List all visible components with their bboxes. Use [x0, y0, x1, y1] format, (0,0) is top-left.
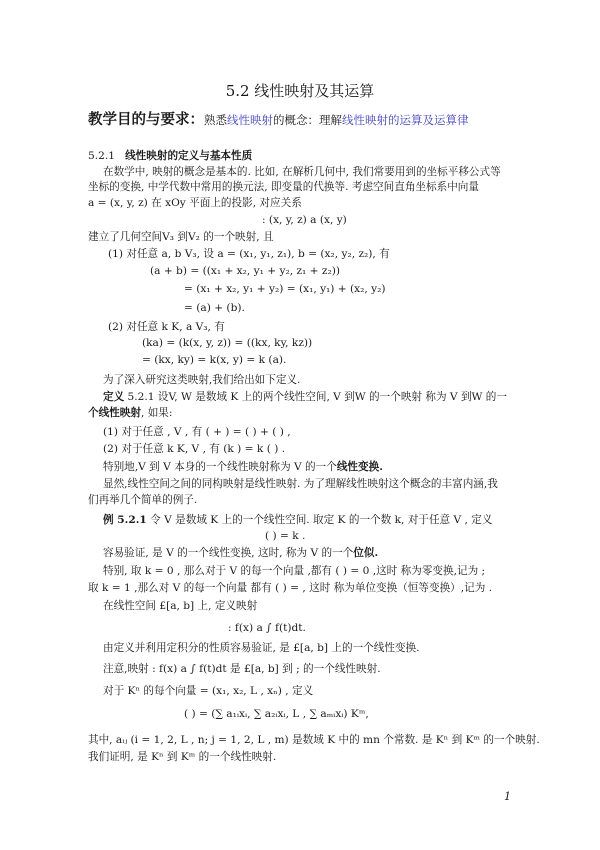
equation: = (kx, ky) = k(x, y) = k (a). — [142, 354, 287, 366]
paragraph-line: a = (x, y, z) 在 xOy 平面上的投影, 对应关系 — [88, 197, 302, 209]
paragraph-line: 对于 Kⁿ 的每个向量 = (x₁, x₂, L , xₙ) , 定义 — [103, 685, 314, 697]
paragraph-line: 建立了几何空间V₃ 到V₂ 的一个映射, 且 — [88, 231, 274, 243]
paragraph-line: 们再举几个简单的例子. — [88, 494, 198, 506]
link-linear-map-operations[interactable]: 线性映射的运算及运算律 — [342, 113, 469, 127]
paragraph-line: 特别, 取 k = 0 , 那么对于 V 的每一个向量 ,都有 ( ) = 0 ,这时 称为零变换,记为 ; — [103, 565, 486, 577]
link-linear-map[interactable]: 线性映射 — [227, 113, 273, 127]
paragraph-line: 取 k = 1 ,那么对 V 的每一个向量 都有 ( ) = , 这时 称为单位变换（恒等变换）,记为 . — [88, 582, 493, 594]
paragraph-line: 由定义并利用定积分的性质容易验证, 是 £[a, b] 上的一个线性变换. — [103, 642, 420, 654]
equation: = (a) + (b). — [184, 302, 245, 314]
equation: : (x, y, z) a (x, y) — [262, 214, 347, 226]
equation: = (x₁ + x₂, y₁ + y₂) = (x₁, y₁) + (x₂, y₂) — [184, 283, 386, 295]
objective-text-1: 熟悉 — [204, 113, 227, 127]
paragraph-line: 显然,线性空间之间的同构映射是线性映射. 为了理解线性映射这个概念的丰富内涵,我 — [103, 478, 498, 490]
equation: ( ) = (∑ a₁ᵢxᵢ, ∑ a₂ᵢxᵢ, L , ∑ aₘᵢxᵢ) Kᵐ, — [184, 708, 369, 720]
page-title: 5.2 线性映射及其运算 — [225, 82, 375, 100]
paragraph-line: 在数学中, 映射的概念是基本的. 比如, 在解析几何中, 我们常要用到的坐标平移公式等 — [103, 166, 501, 178]
equation: ( ) = k . — [265, 530, 306, 542]
definition-line: 定义 5.2.1 设V, W 是数域 K 上的两个线性空间, V 到W 的一个映射 称为 V 到W 的一 — [103, 391, 507, 403]
objective-text-2: 的概念：理解 — [273, 113, 342, 127]
objective-heading: 教学目的与要求： — [88, 112, 204, 128]
paragraph-line: 坐标的变换, 中学代数中常用的换元法, 即变量的代换等. 考虑空间直角坐标系中向量 — [88, 181, 479, 193]
paragraph-line: 在线性空间 £[a, b] 上, 定义映射 — [103, 600, 258, 612]
property-line: (1) 对于任意 , V , 有 ( + ) = ( ) + ( ) , — [103, 426, 291, 438]
property-line: (2) 对于任意 k K, V , 有 (k ) = k ( ) . — [103, 443, 286, 455]
page-number: 1 — [504, 790, 511, 803]
equation: : f(x) a ∫ f(t)dt. — [228, 622, 306, 634]
equation: (ka) = (k(x, y, z)) = ((kx, ky, kz)) — [142, 337, 313, 349]
paragraph-line: 为了深入研究这类映射,我们给出如下定义. — [103, 374, 301, 386]
property-line: (1) 对任意 a, b V₃, 设 a = (x₁, y₁, z₁), b = (x₂, y₂, z₂), 有 — [108, 248, 390, 260]
teaching-objective — [88, 108, 469, 129]
paragraph-line: 注意,映射 : f(x) a ∫ f(t)dt 是 £[a, b] 到 ; 的一个线性映射. — [103, 663, 381, 675]
paragraph-line: 特别地,V 到 V 本身的一个线性映射称为 V 的一个线性变换. — [103, 461, 383, 473]
equation: (a + b) = ((x₁ + x₂, y₁ + y₂, z₁ + z₂)) — [150, 265, 340, 277]
paragraph-line: 其中, aᵢⱼ (i = 1, 2, L , n; j = 1, 2, L , m) 是数域 K 中的 mn 个常数. 是 Kⁿ 到 Kᵐ 的一个映射. — [88, 734, 540, 746]
definition-line: 个线性映射, 如果: — [88, 407, 173, 419]
example-line: 例 5.2.1 令 V 是数域 K 上的一个线性空间. 取定 K 的一个数 k, 对于任意 V , 定义 — [103, 514, 493, 526]
paragraph-line: 容易验证, 是 V 的一个线性变换, 这时, 称为 V 的一个位似. — [103, 547, 379, 559]
section-heading: 5.2.1 线性映射的定义与基本性质 — [88, 150, 253, 162]
property-line: (2) 对任意 k K, a V₃, 有 — [108, 321, 225, 333]
paragraph-line: 我们证明, 是 Kⁿ 到 Kᵐ 的一个线性映射. — [88, 751, 277, 763]
